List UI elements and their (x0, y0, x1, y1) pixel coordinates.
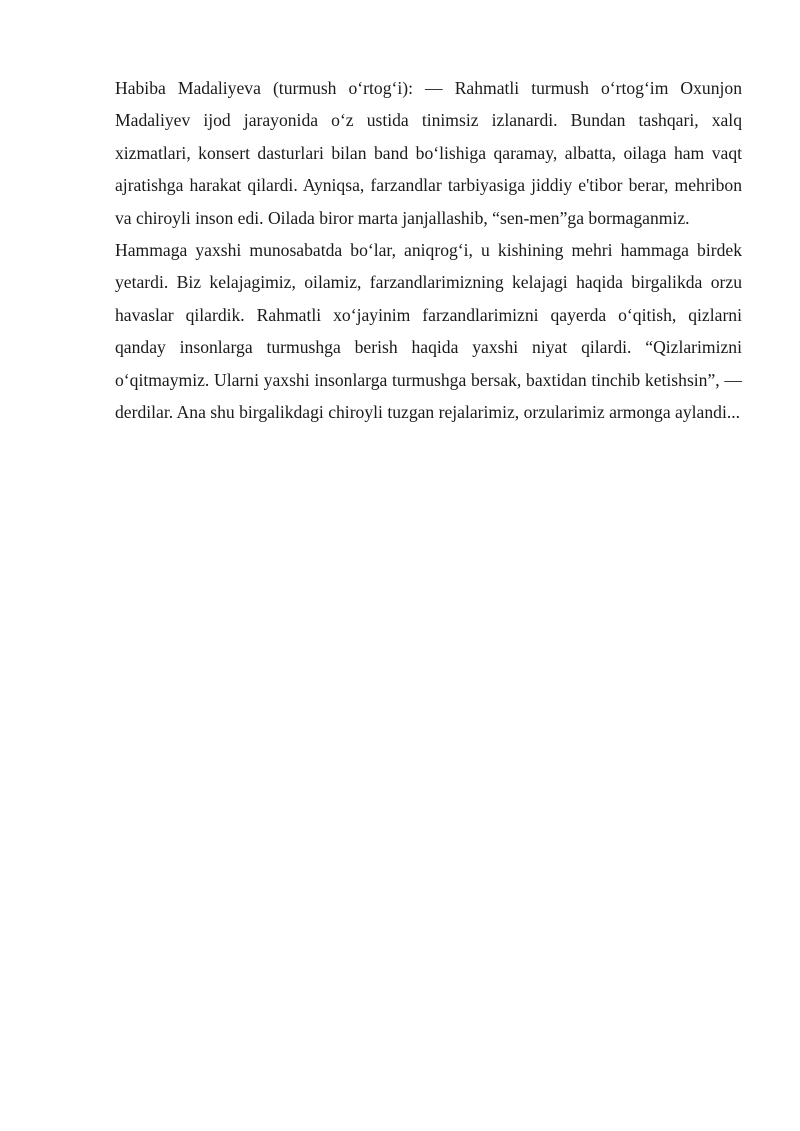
document-body (115, 72, 742, 428)
paragraph-continuation: Hammaga yaxshi munosabatda bo‘lar, aniqrog‘i, u kishining mehri hammaga birdek yetardi. Biz kelajagimiz, oilamiz, farzandlarimizning kelajagi haqida birgalikda orzu havaslar qilardik. Rahmatli xo‘jayinim farzandlarimizni qayerda o‘qitish, qizlarni qanday insonlarga turmushga berish haqida yaxshi niyat qilardi. “Qizlarimizni o‘qitmaymiz. Ularni yaxshi insonlarga turmushga bersak, baxtidan tinchib ketishsin”, — derdilar. Ana shu birgalikdagi chiroyli tuzgan rejalarimiz, orzularimiz armonga aylandi... (115, 240, 742, 423)
paragraph-interview-answer: Habiba Madaliyeva (turmush o‘rtog‘i): — Rahmatli turmush o‘rtog‘im Oxunjon Madaliyev ijod jarayonida o‘z ustida tinimsiz izlanardi. Bundan tashqari, xalq xizmatlari, konsert dasturlari bilan band bo‘lishiga qaramay, albatta, oilaga ham vaqt ajratishga harakat qilardi. Ayniqsa, farzandlar tarbiyasiga jiddiy e'tibor berar, mehribon va chiroyli inson edi. Oilada biror marta janjallashib, “sen-men”ga bormaganmiz. (115, 78, 742, 228)
